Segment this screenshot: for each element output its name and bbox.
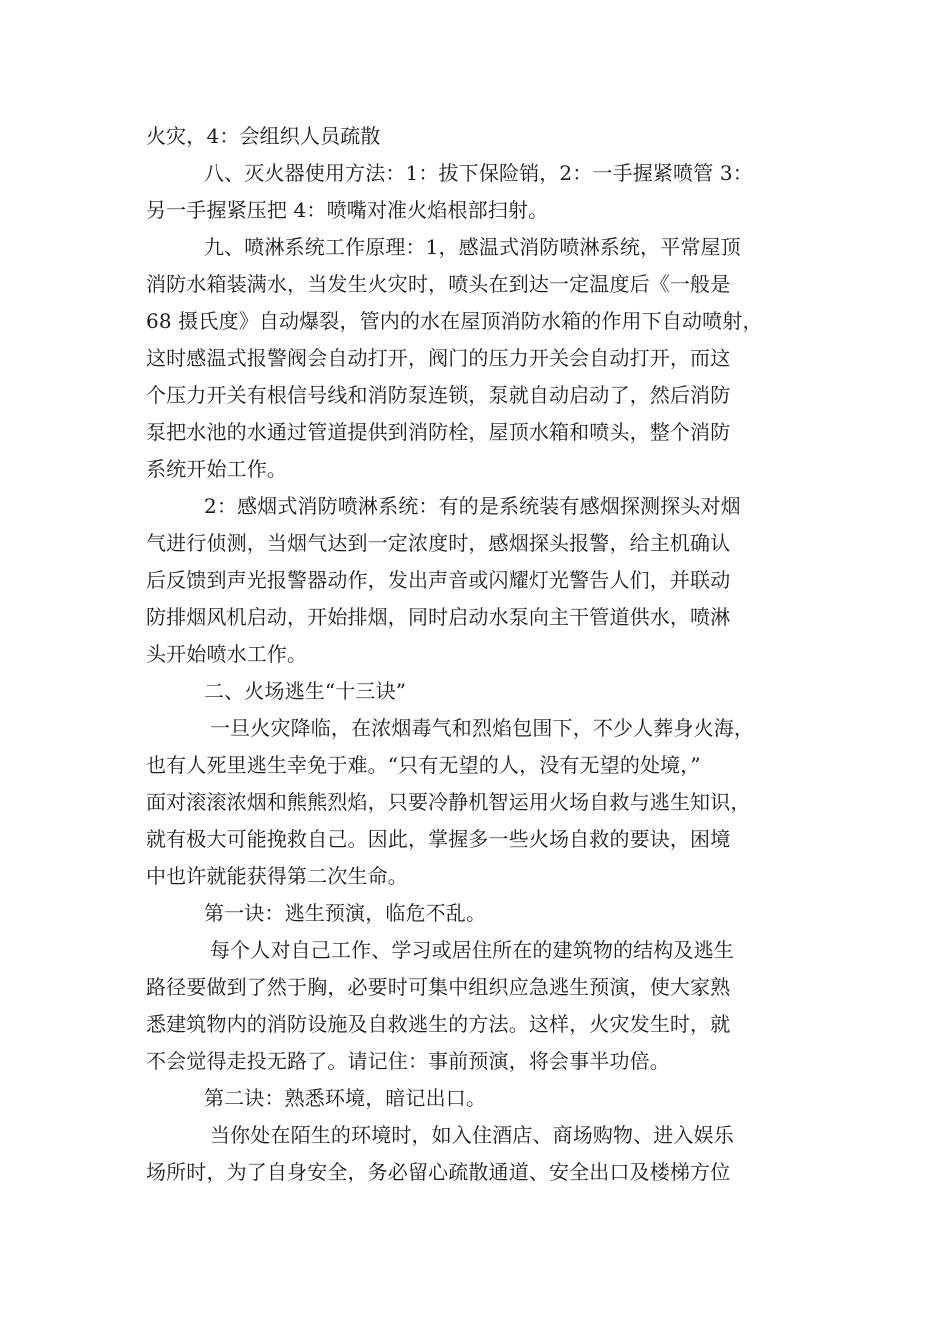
- text-line: 也有人死里逃生幸免于难。“只有无望的人，没有无望的处境，”: [146, 753, 701, 777]
- text-line: 火灾，4：会组织人员疏散: [146, 124, 381, 148]
- text-line: 后反馈到声光报警器动作，发出声音或闪耀灯光警告人们，并联动: [146, 568, 731, 592]
- document-body: [146, 118, 810, 1191]
- paragraph-tip-2: 当你处在陌生的环境时，如入住酒店、商场购物、进入娱乐: [210, 1123, 734, 1147]
- text-line: 另一手握紧压把 4：喷嘴对准火焰根部扫射。: [146, 198, 549, 222]
- paragraph-tip-1: 每个人对自己工作、学习或居住所在的建筑物的结构及逃生: [210, 938, 734, 962]
- text-line: 头开始喷水工作。: [146, 642, 308, 666]
- tip-heading-1: 第一诀：逃生预演，临危不乱。: [204, 901, 487, 925]
- text-line: 路径要做到了然于胸，必要时可集中组织应急逃生预演，使大家熟: [146, 975, 731, 999]
- section-heading-escape: 二、火场逃生“十三诀”: [204, 679, 407, 703]
- text-line: 消防水箱装满水，当发生火灾时，喷头在到达一定温度后《一般是: [146, 272, 731, 296]
- text-line: 不会觉得走投无路了。请记住：事前预演，将会事半功倍。: [146, 1049, 670, 1073]
- section-heading-sprinkler: 九、喷淋系统工作原理：1，感温式消防喷淋系统，平常屋顶: [204, 235, 741, 259]
- tip-heading-2: 第二诀：熟悉环境，暗记出口。: [204, 1086, 487, 1110]
- text-line: 场所时，为了自身安全，务必留心疏散通道、安全出口及楼梯方位: [146, 1160, 731, 1184]
- text-line: 系统开始工作。: [146, 457, 288, 481]
- text-line: 防排烟风机启动，开始排烟，同时启动水泵向主干管道供水，喷淋: [146, 605, 731, 629]
- paragraph-intro: 一旦火灾降临，在浓烟毒气和烈焰包围下，不少人葬身火海，: [210, 716, 755, 740]
- text-line: 就有极大可能挽救自己。因此，掌握多一些火场自救的要诀，困境: [146, 827, 731, 851]
- paragraph-smoke-sprinkler: 2：感烟式消防喷淋系统：有的是系统装有感烟探测探头对烟: [204, 494, 741, 518]
- text-line: 这时感温式报警阀会自动打开，阀门的压力开关会自动打开，而这: [146, 346, 731, 370]
- text-line: 泵把水池的水通过管道提供到消防栓，屋顶水箱和喷头，整个消防: [146, 420, 731, 444]
- text-line: 个压力开关有根信号线和消防泵连锁，泵就自动启动了，然后消防: [146, 383, 731, 407]
- text-line: 68 摄氏度》自动爆裂，管内的水在屋顶消防水箱的作用下自动喷射，: [146, 309, 763, 333]
- text-line: 面对滚滚浓烟和熊熊烈焰，只要冷静机智运用火场自救与逃生知识，: [146, 790, 751, 814]
- text-line: 中也许就能获得第二次生命。: [146, 864, 408, 888]
- text-line: 悉建筑物内的消防设施及自救逃生的方法。这样，火灾发生时，就: [146, 1012, 731, 1036]
- text-line: 气进行侦测，当烟气达到一定浓度时，感烟探头报警，给主机确认: [146, 531, 731, 555]
- section-heading-extinguisher: 八、灭火器使用方法：1：拔下保险销，2：一手握紧喷管 3：: [204, 161, 753, 185]
